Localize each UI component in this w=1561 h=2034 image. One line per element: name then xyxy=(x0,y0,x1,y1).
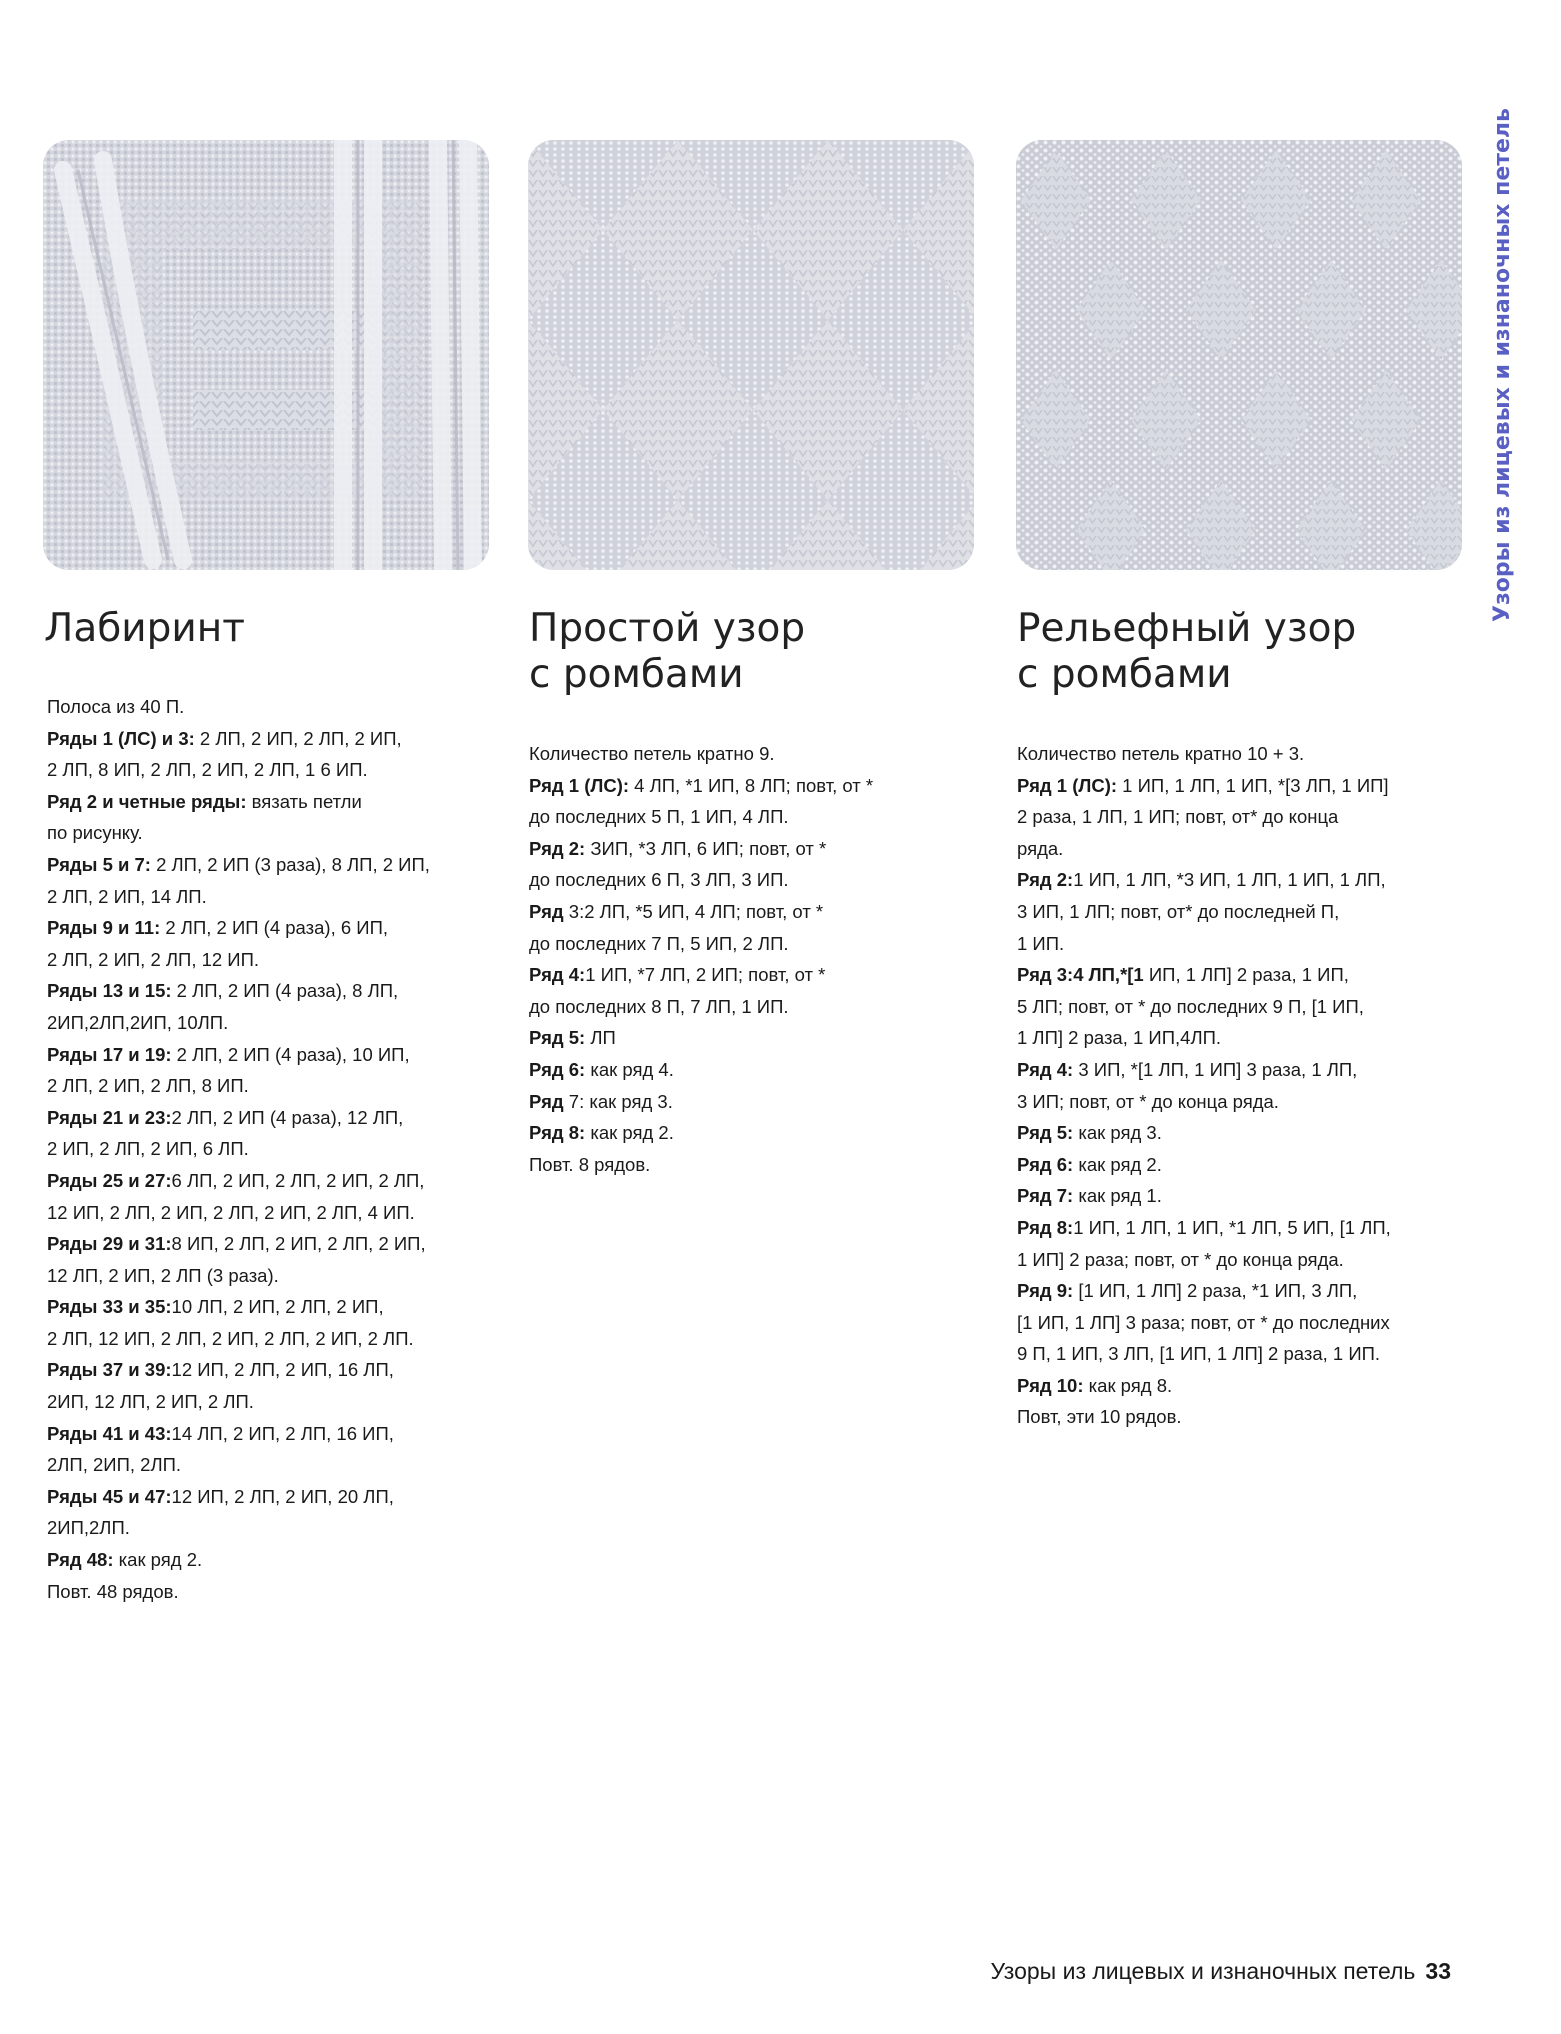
row-instruction: 3 ИП, 1 ЛП; повт, от* до последней П, xyxy=(1017,900,1340,922)
instruction-line xyxy=(47,1386,487,1418)
instruction-line xyxy=(1017,1370,1467,1402)
row-label: Ряд 6: xyxy=(1017,1153,1074,1175)
instruction-line xyxy=(47,1197,487,1229)
row-label: Ряды 21 и 23: xyxy=(47,1106,172,1128)
instruction-line xyxy=(47,817,487,849)
instruction-line xyxy=(529,896,969,928)
labyrinth-instructions xyxy=(47,691,487,1607)
row-instruction: как ряд 8. xyxy=(1083,1374,1173,1396)
row-label: Ряд 6: xyxy=(529,1058,586,1080)
pattern-title-line: Лабиринт xyxy=(44,606,245,651)
instruction-line xyxy=(1017,959,1467,991)
row-instruction: 3 ИП, *[1 ЛП, 1 ИП] 3 раза, 1 ЛП, xyxy=(1073,1058,1358,1080)
row-label: Ряд 2 и четные ряды: xyxy=(47,790,247,812)
instruction-line xyxy=(1017,1022,1467,1054)
instruction-line xyxy=(47,1544,487,1576)
instruction-line xyxy=(47,1165,487,1197)
row-instruction: как ряд 1. xyxy=(1073,1185,1162,1207)
instruction-line xyxy=(1017,1212,1467,1244)
labyrinth-swatch-photo xyxy=(43,140,489,570)
instruction-line xyxy=(529,801,969,833)
relief-diamond-knit-texture xyxy=(1016,140,1462,570)
row-instruction: 2 ЛП, 2 ИП (4 раза), 6 ИП, xyxy=(160,917,389,939)
row-instruction: 5 ЛП; повт, от * до последних 9 П, [1 ИП, xyxy=(1017,995,1364,1017)
row-instruction: 9 П, 1 ИП, 3 ЛП, [1 ИП, 1 ЛП] 2 раза, 1 ИП. xyxy=(1017,1343,1381,1365)
row-label: Ряды 1 (ЛС) и 3: xyxy=(47,727,195,749)
row-instruction: Количество петель кратно 9. xyxy=(529,743,775,764)
instruction-line xyxy=(1017,1149,1467,1181)
instruction-line xyxy=(529,770,969,802)
row-instruction: [1 ИП, 1 ЛП] 2 раза, *1 ИП, 3 ЛП, xyxy=(1073,1280,1358,1302)
row-label: Ряд 1 (ЛС): xyxy=(529,774,630,796)
instruction-line xyxy=(1017,928,1467,960)
row-label: Ряд 4: xyxy=(529,964,586,986)
relief-diamonds-instructions xyxy=(1017,738,1467,1433)
row-label: Ряды 41 и 43: xyxy=(47,1422,172,1444)
row-instruction: как ряд 2. xyxy=(585,1122,674,1144)
row-instruction: 2 ЛП, 2 ИП, 2 ЛП, 2 ИП, xyxy=(194,727,402,749)
row-instruction: 7: как ряд 3. xyxy=(563,1090,673,1112)
instruction-line xyxy=(47,1512,487,1544)
row-label: Ряд 9: xyxy=(1017,1280,1074,1302)
instruction-line xyxy=(47,849,487,881)
instruction-line xyxy=(529,1086,969,1118)
simple-diamond-swatch-photo xyxy=(528,140,974,570)
row-label: Ряд xyxy=(529,1090,564,1112)
row-instruction: 8 ИП, 2 ЛП, 2 ИП, 2 ЛП, 2 ИП, xyxy=(171,1233,426,1255)
row-instruction: Полоса из 40 П. xyxy=(47,696,185,717)
instruction-line xyxy=(1017,833,1467,865)
instruction-line xyxy=(1017,1401,1467,1433)
instruction-line xyxy=(47,723,487,755)
row-label: Ряд 5: xyxy=(529,1027,586,1049)
row-instruction: ИП, 1 ЛП] 2 раза, 1 ИП, xyxy=(1143,964,1349,986)
relief-diamond-swatch-photo xyxy=(1016,140,1462,570)
row-instruction: 2 раза, 1 ЛП, 1 ИП; повт, от* до конца xyxy=(1017,806,1339,828)
row-instruction: 1 ИП, 1 ЛП, *3 ИП, 1 ЛП, 1 ИП, 1 ЛП, xyxy=(1073,869,1386,891)
instruction-line xyxy=(47,1102,487,1134)
row-instruction: 2 ЛП, 2 ИП (4 раза), 10 ИП, xyxy=(171,1043,410,1065)
row-instruction: 1 ЛП] 2 раза, 1 ИП,4ЛП. xyxy=(1017,1027,1222,1049)
page-footer xyxy=(990,1958,1451,1985)
row-instruction: по рисунку. xyxy=(47,822,143,844)
instruction-line xyxy=(1017,1117,1467,1149)
row-label: Ряды 33 и 35: xyxy=(47,1296,172,1318)
pattern-title-relief-diamonds xyxy=(1017,606,1356,698)
instruction-line xyxy=(1017,991,1467,1023)
row-label: Ряд 7: xyxy=(1017,1185,1074,1207)
row-instruction: 1 ИП, 1 ЛП, 1 ИП, *[3 ЛП, 1 ИП] xyxy=(1117,774,1389,796)
row-label: Ряд 4: xyxy=(1017,1058,1074,1080)
instruction-line xyxy=(47,881,487,913)
footer-section-title: Узоры из лицевых и изнаночных петель xyxy=(990,1958,1416,1984)
side-section-title: Узоры из лицевых и изнаночных петель xyxy=(1490,108,1515,622)
row-instruction: 6 ЛП, 2 ИП, 2 ЛП, 2 ИП, 2 ЛП, xyxy=(171,1169,425,1191)
row-instruction: 2ИП,2ЛП,2ИП, 10ЛП. xyxy=(47,1011,229,1033)
row-instruction: 2ЛП, 2ИП, 2ЛП. xyxy=(47,1454,182,1476)
instruction-line xyxy=(47,1260,487,1292)
page-number: 33 xyxy=(1425,1958,1451,1984)
row-instruction: 2 ИП, 2 ЛП, 2 ИП, 6 ЛП. xyxy=(47,1138,249,1160)
instruction-line xyxy=(1017,738,1467,770)
simple-diamond-knit-texture xyxy=(528,140,974,570)
instruction-line xyxy=(1017,801,1467,833)
row-label: Ряды 25 и 27: xyxy=(47,1169,172,1191)
instruction-line xyxy=(529,738,969,770)
row-instruction: 12 ИП, 2 ЛП, 2 ИП, 20 ЛП, xyxy=(171,1485,394,1507)
instruction-line xyxy=(529,833,969,865)
instruction-line xyxy=(1017,1338,1467,1370)
row-label: Ряды 37 и 39: xyxy=(47,1359,172,1381)
instruction-line xyxy=(47,1449,487,1481)
row-label: Ряд 2: xyxy=(1017,869,1074,891)
row-instruction: 12 ЛП, 2 ИП, 2 ЛП (3 раза). xyxy=(47,1264,279,1286)
instruction-line xyxy=(47,1133,487,1165)
instruction-line xyxy=(529,1022,969,1054)
instruction-line xyxy=(47,944,487,976)
instruction-line xyxy=(529,1117,969,1149)
instruction-line xyxy=(1017,1244,1467,1276)
row-instruction: 12 ИП, 2 ЛП, 2 ИП, 16 ЛП, xyxy=(171,1359,394,1381)
instruction-line xyxy=(47,1291,487,1323)
row-label: Ряд 1 (ЛС): xyxy=(1017,774,1118,796)
row-label: Ряды 9 и 11: xyxy=(47,917,161,939)
row-label: Ряд 3:4 ЛП,*[1 xyxy=(1017,964,1144,986)
row-instruction: [1 ИП, 1 ЛП] 3 раза; повт, от * до последних xyxy=(1017,1311,1390,1333)
instruction-line xyxy=(529,1054,969,1086)
row-instruction: как ряд 4. xyxy=(585,1058,674,1080)
row-instruction: 10 ЛП, 2 ИП, 2 ЛП, 2 ИП, xyxy=(171,1296,384,1318)
pattern-title-line: Рельефный узор xyxy=(1017,606,1357,651)
row-label: Ряды 5 и 7: xyxy=(47,853,151,875)
row-instruction: 2 ЛП, 2 ИП (3 раза), 8 ЛП, 2 ИП, xyxy=(150,853,430,875)
row-instruction: 2 ЛП, 2 ИП, 14 ЛП. xyxy=(47,885,207,907)
instruction-line xyxy=(1017,896,1467,928)
row-instruction: 12 ИП, 2 ЛП, 2 ИП, 2 ЛП, 2 ИП, 2 ЛП, 4 ИП. xyxy=(47,1201,415,1223)
instruction-line xyxy=(1017,1307,1467,1339)
pattern-title-simple-diamonds xyxy=(529,606,805,698)
row-instruction: ряда. xyxy=(1017,837,1064,859)
row-instruction: 2ИП,2ЛП. xyxy=(47,1517,130,1539)
row-instruction: 1 ИП, 1 ЛП, 1 ИП, *1 ЛП, 5 ИП, [1 ЛП, xyxy=(1073,1216,1391,1238)
instruction-line xyxy=(1017,1275,1467,1307)
instruction-line xyxy=(47,1418,487,1450)
row-instruction: до последних 8 П, 7 ЛП, 1 ИП. xyxy=(529,995,789,1017)
row-label: Ряды 17 и 19: xyxy=(47,1043,172,1065)
row-instruction: как ряд 2. xyxy=(1073,1153,1162,1175)
instruction-line xyxy=(47,1576,487,1608)
pattern-title-line: с ромбами xyxy=(529,652,744,697)
row-instruction: до последних 7 П, 5 ИП, 2 ЛП. xyxy=(529,932,789,954)
row-instruction: до последних 5 П, 1 ИП, 4 ЛП. xyxy=(529,806,789,828)
row-instruction: 2ИП, 12 ЛП, 2 ИП, 2 ЛП. xyxy=(47,1391,254,1413)
row-label: Ряд 8: xyxy=(529,1122,586,1144)
instruction-line xyxy=(47,786,487,818)
pattern-title-line: с ромбами xyxy=(1017,652,1232,697)
instruction-line xyxy=(47,1007,487,1039)
row-instruction: 2 ЛП, 8 ИП, 2 ЛП, 2 ИП, 2 ЛП, 1 6 ИП. xyxy=(47,759,368,781)
instruction-line xyxy=(47,1228,487,1260)
instruction-line xyxy=(529,928,969,960)
instruction-line xyxy=(529,991,969,1023)
row-instruction: 2 ЛП, 2 ИП (4 раза), 12 ЛП, xyxy=(171,1106,404,1128)
row-label: Ряды 45 и 47: xyxy=(47,1485,172,1507)
simple-diamonds-instructions xyxy=(529,738,969,1180)
instruction-line xyxy=(47,1323,487,1355)
row-instruction: 1 ИП] 2 раза; повт, от * до конца ряда. xyxy=(1017,1248,1344,1270)
pattern-title-labyrinth xyxy=(44,606,245,652)
row-label: Ряд 5: xyxy=(1017,1122,1074,1144)
row-instruction: ЛП xyxy=(585,1027,616,1049)
labyrinth-knit-texture xyxy=(43,140,489,570)
row-instruction: Количество петель кратно 10 + 3. xyxy=(1017,743,1305,764)
instruction-line xyxy=(529,864,969,896)
row-instruction: как ряд 2. xyxy=(113,1549,203,1571)
row-instruction: 3 ИП; повт, от * до конца ряда. xyxy=(1017,1090,1279,1112)
instruction-line xyxy=(47,1039,487,1071)
row-instruction: 2 ЛП, 2 ИП, 2 ЛП, 12 ИП. xyxy=(47,948,260,970)
row-instruction: до последних 6 П, 3 ЛП, 3 ИП. xyxy=(529,869,789,891)
instruction-line xyxy=(529,959,969,991)
row-label: Ряд 48: xyxy=(47,1549,114,1571)
row-instruction: 14 ЛП, 2 ИП, 2 ЛП, 16 ИП, xyxy=(171,1422,394,1444)
instruction-line xyxy=(47,754,487,786)
row-instruction: 4 ЛП, *1 ИП, 8 ЛП; повт, от * xyxy=(629,774,874,796)
row-label: Ряды 29 и 31: xyxy=(47,1233,172,1255)
instruction-line xyxy=(1017,770,1467,802)
instruction-line xyxy=(47,1481,487,1513)
row-instruction: вязать петли xyxy=(246,790,362,812)
row-instruction: 2 ЛП, 12 ИП, 2 ЛП, 2 ИП, 2 ЛП, 2 ИП, 2 ЛП. xyxy=(47,1327,414,1349)
pattern-title-line: Простой узор xyxy=(529,606,806,651)
row-instruction: Повт, эти 10 рядов. xyxy=(1017,1406,1182,1428)
instruction-line xyxy=(47,691,487,723)
row-instruction: 3:2 ЛП, *5 ИП, 4 ЛП; повт, от * xyxy=(563,900,824,922)
row-instruction: 2 ЛП, 2 ИП (4 раза), 8 ЛП, xyxy=(171,980,399,1002)
instruction-line xyxy=(1017,1180,1467,1212)
instruction-line xyxy=(47,912,487,944)
instruction-line xyxy=(1017,1086,1467,1118)
row-instruction: 1 ИП, *7 ЛП, 2 ИП; повт, от * xyxy=(585,964,826,986)
row-instruction: как ряд 3. xyxy=(1073,1122,1162,1144)
instruction-line xyxy=(1017,864,1467,896)
row-label: Ряды 13 и 15: xyxy=(47,980,172,1002)
row-label: Ряд 8: xyxy=(1017,1216,1074,1238)
instruction-line xyxy=(1017,1054,1467,1086)
instruction-line xyxy=(47,1070,487,1102)
row-instruction: 1 ИП. xyxy=(1017,932,1065,954)
instruction-line xyxy=(529,1149,969,1181)
row-instruction: Повт. 48 рядов. xyxy=(47,1580,179,1602)
row-instruction: Повт. 8 рядов. xyxy=(529,1153,651,1175)
row-label: Ряд xyxy=(529,900,564,922)
row-label: Ряд 10: xyxy=(1017,1374,1084,1396)
row-label: Ряд 2: xyxy=(529,837,586,859)
row-instruction: ЗИП, *3 ЛП, 6 ИП; повт, от * xyxy=(585,837,827,859)
instruction-line xyxy=(47,1354,487,1386)
instruction-line xyxy=(47,975,487,1007)
row-instruction: 2 ЛП, 2 ИП, 2 ЛП, 8 ИП. xyxy=(47,1075,249,1097)
